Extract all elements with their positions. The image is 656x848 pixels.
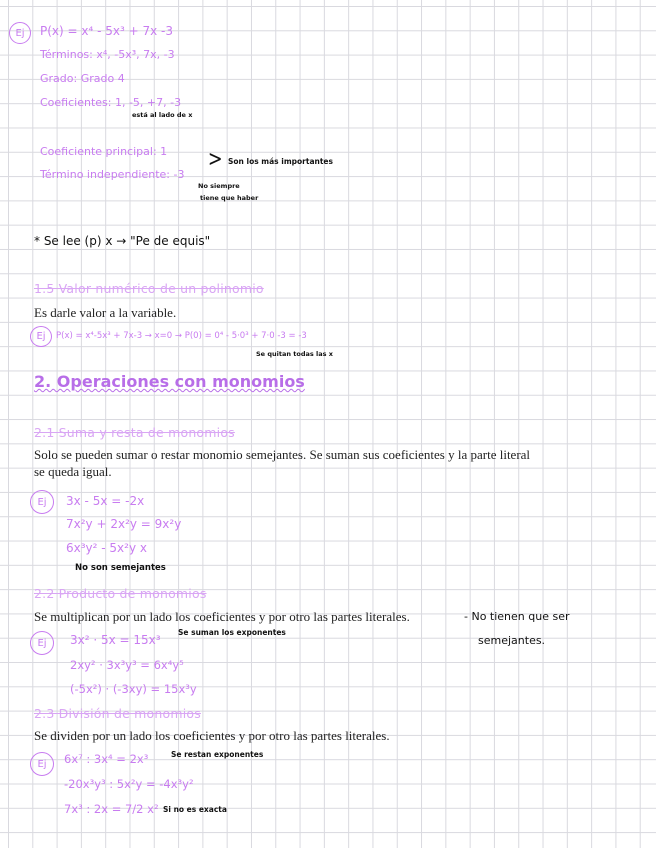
example-marker: Ej <box>30 752 54 776</box>
paragraph-text: Solo se pueden sumar o restar monomio semejantes. Se suman sus coeficientes y la parte literal <box>34 447 531 462</box>
aside-note-1: - No tienen que ser <box>464 610 570 623</box>
division-example-1: 6x⁷ : 3x⁴ = 2x³ <box>64 752 149 766</box>
example-marker: Ej <box>30 326 52 347</box>
example-marker: Ej <box>30 631 54 655</box>
section-heading: 1.5 Valor numérico de un polinomio <box>34 281 264 296</box>
polynomial-definition: P(x) = x⁴ - 5x³ + 7x -3 <box>40 24 174 38</box>
paragraph-text: se queda igual. <box>34 464 112 479</box>
division-example-2: -20x³y³ : 5x²y = -4x³y² <box>64 777 194 791</box>
example-marker: Ej <box>30 490 54 514</box>
important-note: Son los más importantes <box>228 157 333 166</box>
chapter-heading: 2. Operaciones con monomios <box>34 372 305 391</box>
section-heading: 2.1 Suma y resta de monomios <box>34 425 235 440</box>
product-example-3: (-5x²) · (-3xy) = 15x³y <box>70 682 197 696</box>
product-example-2: 2xy² · 3x³y³ = 6x⁴y⁵ <box>70 658 184 672</box>
terms-line: Términos: x⁴, -5x³, 7x, -3 <box>40 48 175 61</box>
product-example-1: 3x² · 5x = 15x³ <box>70 633 161 647</box>
exponent-sum-note: Se suman los exponentes <box>178 628 286 637</box>
pronunciation-note: * Se lee (p) x → "Pe de equis" <box>34 234 211 248</box>
section-heading: 2.2 Producto de monomios <box>34 586 207 601</box>
paragraph-text: Es darle valor a la variable. <box>34 305 177 320</box>
numeric-value-example: P(x) = x⁴-5x³ + 7x-3 → x=0 → P(0) = 0⁴ - 5·0³ + 7·0 -3 = -3 <box>56 331 307 341</box>
not-exact-note: Si no es exacta <box>163 805 227 814</box>
not-similar-note: No son semejantes <box>75 563 166 573</box>
not-always-note-2: tiene que haber <box>200 194 259 202</box>
division-example-3: 7x³ : 2x = 7/2 x² <box>64 802 159 816</box>
sum-example-2: 7x²y + 2x²y = 9x²y <box>66 517 182 531</box>
leading-coefficient-line: Coeficiente principal: 1 <box>40 145 168 158</box>
example-marker: Ej <box>9 22 31 44</box>
degree-line: Grado: Grado 4 <box>40 72 125 85</box>
paragraph-text: Se dividen por un lado los coeficientes y por otro las partes literales. <box>34 728 390 743</box>
independent-term-line: Término independiente: -3 <box>40 168 185 181</box>
not-always-note-1: No siempre <box>198 182 240 190</box>
sum-example-3: 6x³y² - 5x²y x <box>66 541 147 555</box>
exponent-subtract-note: Se restan exponentes <box>171 750 264 759</box>
coefficients-note: está al lado de x <box>132 111 193 119</box>
paragraph-text: Se multiplican por un lado los coeficientes y por otro las partes literales. <box>34 609 410 624</box>
brace-mark: > <box>207 147 223 172</box>
substitution-note: Se quitan todas las x <box>256 350 333 358</box>
section-heading: 2.3 División de monomios <box>34 706 201 721</box>
coefficients-line: Coeficientes: 1, -5, +7, -3 <box>40 96 182 109</box>
sum-example-1: 3x - 5x = -2x <box>66 494 145 508</box>
aside-note-2: semejantes. <box>478 634 546 647</box>
